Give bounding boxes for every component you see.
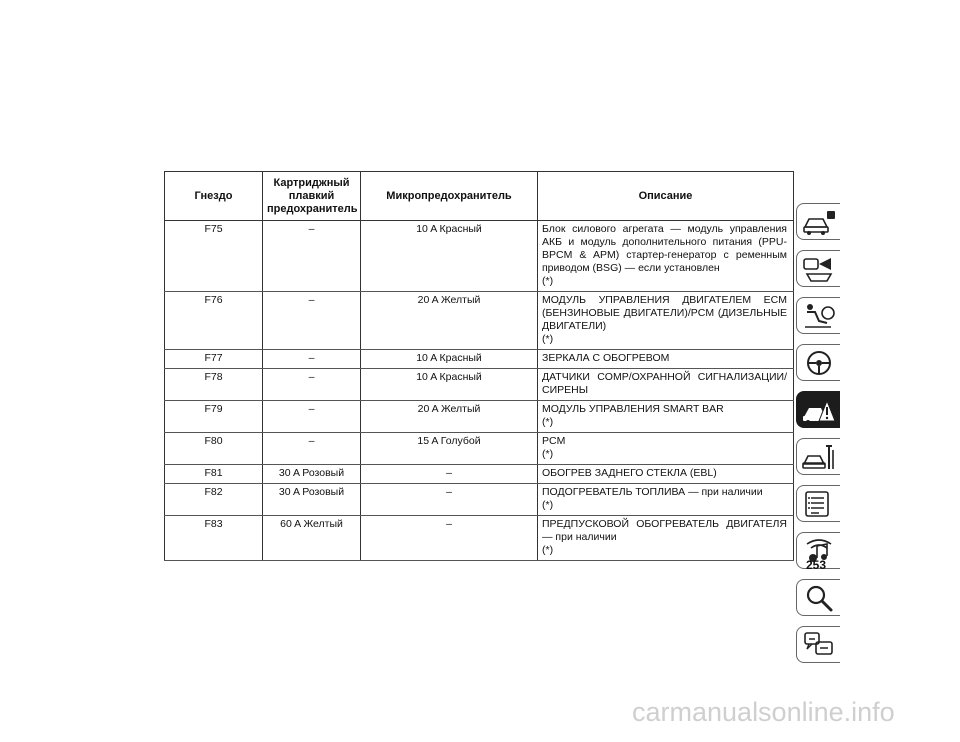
cell-micro-fuse: – xyxy=(361,465,538,484)
cell-cartridge-fuse: – xyxy=(263,350,361,369)
cell-micro-fuse: 20 A Желтый xyxy=(361,292,538,350)
cell-micro-fuse: 20 A Желтый xyxy=(361,401,538,433)
table-row xyxy=(165,350,794,369)
header-cartridge-line: плавкий xyxy=(288,189,335,202)
chapter-tab[interactable] xyxy=(796,250,840,287)
description-line: (*) xyxy=(542,333,554,345)
chapter-tab[interactable] xyxy=(796,626,840,663)
header-description: Описание xyxy=(538,172,794,221)
cell-description xyxy=(538,433,794,465)
table-row xyxy=(165,465,794,484)
table-row xyxy=(165,221,794,292)
safety-airbag-icon xyxy=(801,301,837,331)
specifications-list-icon xyxy=(801,489,837,519)
description-line: ПОДОГРЕВАТЕЛЬ ТОПЛИВА — при наличии xyxy=(542,486,763,498)
description-line: ПРЕДПУСКОВОЙ ОБОГРЕВАТЕЛЬ ДВИГАТЕЛЯ — при наличии xyxy=(542,518,787,543)
table-row xyxy=(165,369,794,401)
table-row xyxy=(165,516,794,561)
chapter-tab[interactable] xyxy=(796,438,840,475)
cell-cavity: F77 xyxy=(165,350,263,369)
table-row xyxy=(165,292,794,350)
description-line: МОДУЛЬ УПРАВЛЕНИЯ ДВИГАТЕЛЕМ ECM (БЕНЗИНОВЫЕ ДВИГАТЕЛИ)/PCM (ДИЗЕЛЬНЫЕ ДВИГАТЕЛИ) xyxy=(542,294,787,332)
cell-cartridge-fuse: – xyxy=(263,401,361,433)
cell-cartridge-fuse: 30 A Розовый xyxy=(263,465,361,484)
description-line: ОБОГРЕВ ЗАДНЕГО СТЕКЛА (EBL) xyxy=(542,467,717,479)
description-line: (*) xyxy=(542,416,554,428)
cell-cartridge-fuse: – xyxy=(263,369,361,401)
cell-cavity: F75 xyxy=(165,221,263,292)
cell-cartridge-fuse: 30 A Розовый xyxy=(263,484,361,516)
cell-micro-fuse: – xyxy=(361,516,538,561)
chapter-tab[interactable] xyxy=(796,391,840,428)
cell-description xyxy=(538,465,794,484)
cell-cartridge-fuse: – xyxy=(263,221,361,292)
emergency-car-icon xyxy=(801,395,837,425)
fuse-table xyxy=(164,171,794,561)
page-number: 253 xyxy=(805,558,826,572)
cell-micro-fuse: 15 A Голубой xyxy=(361,433,538,465)
description-line: (*) xyxy=(542,448,554,460)
header-cartridge-fuse xyxy=(263,172,361,221)
description-line: МОДУЛЬ УПРАВЛЕНИЯ SMART BAR xyxy=(542,403,724,415)
steering-wheel-icon xyxy=(801,348,837,378)
chapter-tab[interactable] xyxy=(796,579,840,616)
cell-description xyxy=(538,292,794,350)
cell-cartridge-fuse: – xyxy=(263,433,361,465)
dashboard-warning-icon xyxy=(801,254,837,284)
description-line: (*) xyxy=(542,275,554,287)
table-header-row xyxy=(165,172,794,221)
cell-micro-fuse: – xyxy=(361,484,538,516)
cell-description xyxy=(538,369,794,401)
languages-icon xyxy=(801,630,837,660)
cell-micro-fuse: 10 A Красный xyxy=(361,369,538,401)
description-line: ЗЕРКАЛА С ОБОГРЕВОМ xyxy=(542,352,670,364)
description-line: Блок силового агрегата — модуль управления АКБ и модуль дополнительного питания (PPU-BPCM & APM) стартер-генератор с ременным приводом (BSG) — если установлен xyxy=(542,223,787,274)
cell-description xyxy=(538,401,794,433)
cell-cavity: F80 xyxy=(165,433,263,465)
cell-cavity: F83 xyxy=(165,516,263,561)
cell-description xyxy=(538,350,794,369)
table-row xyxy=(165,401,794,433)
cell-cavity: F81 xyxy=(165,465,263,484)
cell-cavity: F82 xyxy=(165,484,263,516)
chapter-tab[interactable] xyxy=(796,485,840,522)
description-line: ДАТЧИКИ COMP/ОХРАННОЙ СИГНАЛИЗАЦИИ/ СИРЕНЫ xyxy=(542,371,787,396)
header-micro-fuse: Микропредохранитель xyxy=(361,172,538,221)
description-line: (*) xyxy=(542,499,554,511)
cell-micro-fuse: 10 A Красный xyxy=(361,221,538,292)
chapter-tab[interactable] xyxy=(796,203,840,240)
description-line: PCM xyxy=(542,435,566,447)
cell-cavity: F79 xyxy=(165,401,263,433)
cell-micro-fuse: 10 A Красный xyxy=(361,350,538,369)
header-cartridge-line: предохранитель xyxy=(267,202,358,215)
cell-cartridge-fuse: – xyxy=(263,292,361,350)
cell-description xyxy=(538,484,794,516)
chapter-tabs xyxy=(796,203,841,673)
watermark: carmanualsonline.info xyxy=(632,697,895,727)
cell-description xyxy=(538,516,794,561)
car-info-icon xyxy=(801,207,837,237)
chapter-tab[interactable] xyxy=(796,297,840,334)
table-row xyxy=(165,433,794,465)
table-row xyxy=(165,484,794,516)
chapter-tab[interactable] xyxy=(796,344,840,381)
header-cavity: Гнездо xyxy=(165,172,263,221)
cell-cartridge-fuse: 60 A Желтый xyxy=(263,516,361,561)
cell-cavity: F78 xyxy=(165,369,263,401)
description-line: (*) xyxy=(542,544,554,556)
index-search-icon xyxy=(801,583,837,613)
cell-cavity: F76 xyxy=(165,292,263,350)
cell-description xyxy=(538,221,794,292)
header-cartridge-line: Картриджный xyxy=(273,176,350,189)
service-tools-icon xyxy=(801,442,837,472)
